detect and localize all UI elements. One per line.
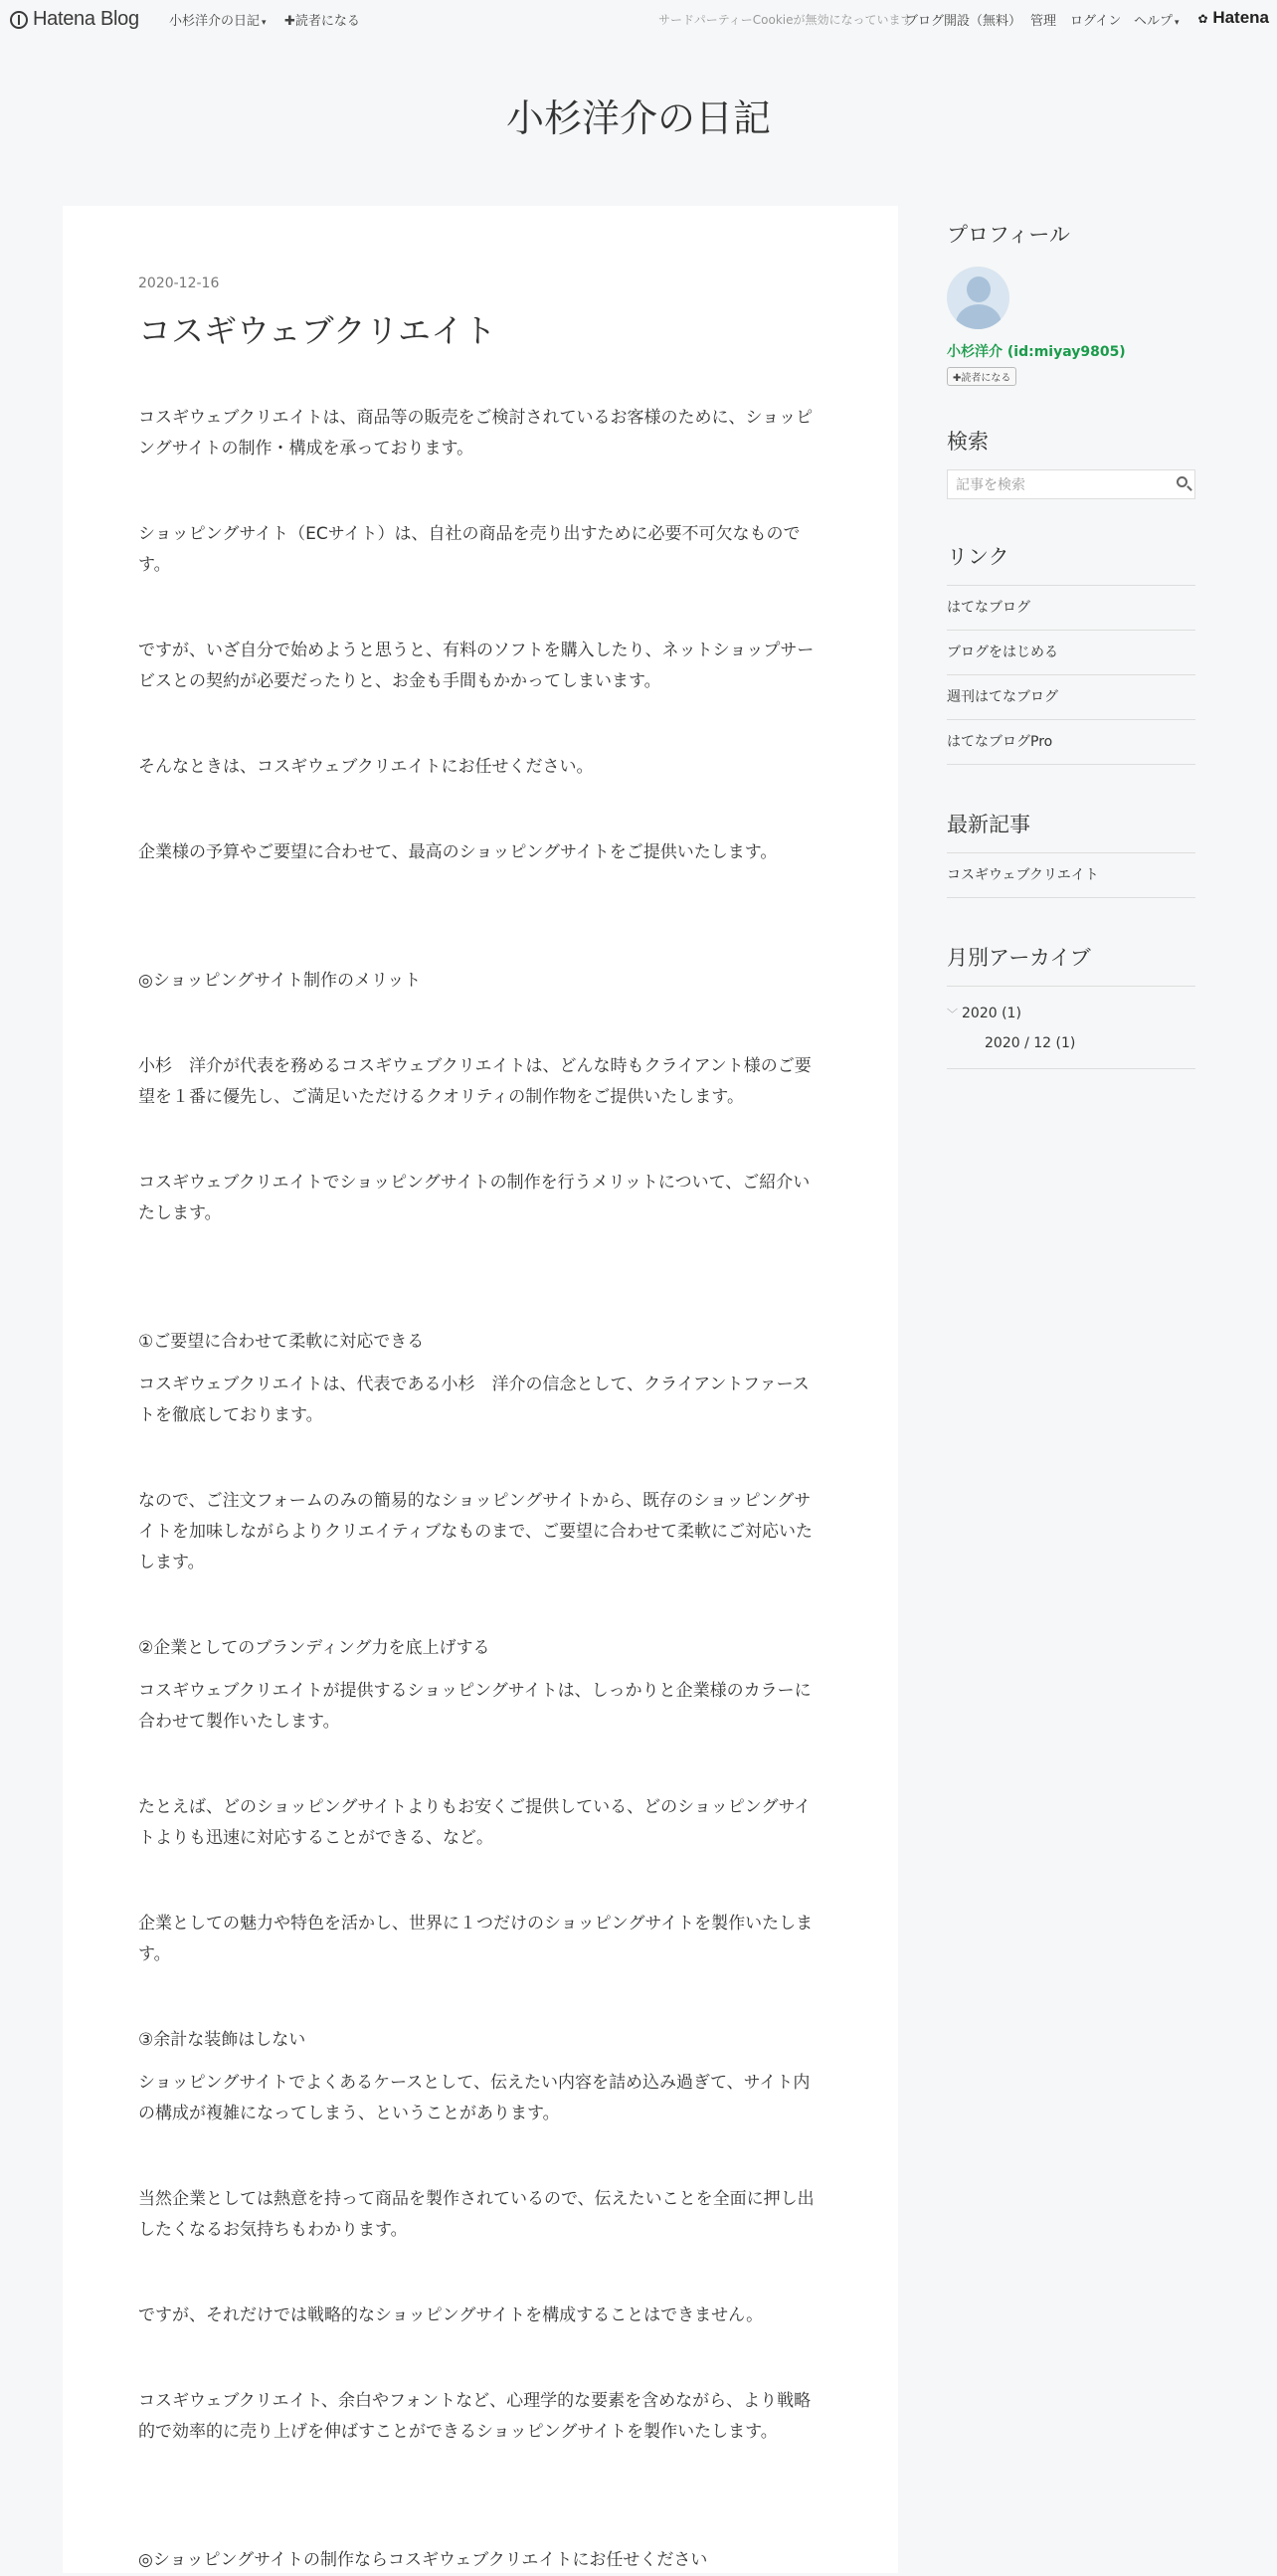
archive-month[interactable]: 2020 / 12 (1) xyxy=(985,1035,1076,1051)
recent-posts-module xyxy=(947,809,1195,898)
article-container xyxy=(63,206,898,2573)
article-body xyxy=(138,403,815,2576)
links-heading: リンク xyxy=(947,546,1009,569)
archive-list xyxy=(947,986,1195,1069)
subheading: ③余計な装飾はしない xyxy=(138,2030,306,2050)
paragraph: 企業様の予算やご要望に合わせて、最高のショッピングサイトをご提供いたします。 xyxy=(138,842,778,862)
paragraph: ショッピングサイトでよくあるケースとして、伝えたい内容を詰め込み過ぎて、サイト内の構成が複雑になってしまう、ということがあります。 xyxy=(138,2073,811,2123)
hatena-link[interactable] xyxy=(1198,8,1269,28)
paragraph: そんなときは、コスギウェブクリエイトにお任せください。 xyxy=(138,757,594,777)
link-item[interactable]: ブログをはじめる xyxy=(947,631,1195,675)
open-blog-link[interactable]: ブログ開設（無料） xyxy=(905,14,1022,29)
archive-year[interactable] xyxy=(947,999,1195,1028)
search-heading: 検索 xyxy=(947,431,989,454)
search-input[interactable] xyxy=(954,471,1157,499)
top-navbar xyxy=(0,0,1277,36)
link-item[interactable]: はてなブログPro xyxy=(947,720,1195,765)
links-module xyxy=(947,541,1195,765)
help-label: ヘルプ xyxy=(1134,14,1174,29)
links-list xyxy=(947,585,1195,765)
diary-menu[interactable] xyxy=(169,10,267,29)
paragraph: コスギウェブクリエイトは、代表である小杉 洋介の信念として、クライアントファーストを徹底しております。 xyxy=(138,1375,810,1425)
link-item[interactable]: はてなブログ xyxy=(947,586,1195,631)
paragraph: 当然企業としては熱意を持って商品を製作されているので、伝えたいことを全面に押し出したくなるお気持ちもわかります。 xyxy=(138,2189,815,2240)
paragraph: コスギウェブクリエイト、余白やフォントなど、心理学的な要素を含めながら、より戦略的で効率的に売り上げを伸ばすことができるショッピングサイトを製作いたします。 xyxy=(138,2391,812,2442)
cookie-notice[interactable]: サードパーティーCookieが無効になっています xyxy=(658,13,913,27)
hatena-blog-logo[interactable] xyxy=(10,8,139,31)
paragraph: コスギウェブクリエイトでショッピングサイトの制作を行うメリットについて、ご紹介いたします。 xyxy=(138,1173,811,1223)
article-title[interactable]: コスギウェブクリエイト xyxy=(138,311,497,350)
paragraph: たとえば、どのショッピングサイトよりもお安くご提供している、どのショッピングサイトよりも迅速に対応することができる、など。 xyxy=(138,1797,812,1848)
profile-heading: プロフィール xyxy=(947,224,1070,247)
paragraph: コスギウェブクリエイトが提供するショッピングサイトは、しっかりと企業様のカラーに合わせて製作いたします。 xyxy=(138,1681,812,1732)
search-icon[interactable] xyxy=(1177,476,1187,487)
archive-heading: 月別アーカイブ xyxy=(947,947,1091,970)
subscribe-button[interactable]: ✚読者になる xyxy=(947,367,1016,386)
diary-menu-label: 小杉洋介の日記 xyxy=(169,14,261,29)
archive-module xyxy=(947,942,1195,1069)
search-box xyxy=(947,469,1195,499)
recent-heading: 最新記事 xyxy=(947,814,1030,836)
profile-module xyxy=(947,219,1195,386)
paragraph: コスギウェブクリエイトは、商品等の販売をご検討されているお客様のために、ショッピングサイトの制作・構成を承っております。 xyxy=(138,408,814,459)
subscribe-link[interactable]: ✚読者になる xyxy=(284,14,360,29)
admin-link[interactable]: 管理 xyxy=(1030,14,1057,29)
section-heading: ◎ショッピングサイトの制作ならコスギウェブクリエイトにお任せください xyxy=(138,2550,708,2570)
section-heading: ◎ショッピングサイト制作のメリット xyxy=(138,971,422,991)
login-link[interactable]: ログイン xyxy=(1070,14,1122,29)
paragraph: ですが、それだけでは戦略的なショッピングサイトを構成することはできません。 xyxy=(138,2305,764,2325)
caret-down-icon: ▾ xyxy=(1175,18,1180,28)
avatar[interactable] xyxy=(947,267,1009,329)
recent-list xyxy=(947,852,1195,898)
blog-title[interactable]: 小杉洋介の日記 xyxy=(505,98,771,140)
avatar-head-icon xyxy=(967,276,991,302)
subheading: ①ご要望に合わせて柔軟に対応できる xyxy=(138,1332,425,1352)
paragraph: ショッピングサイト（ECサイト）は、自社の商品を売り出すために必要不可欠なものです。 xyxy=(138,524,801,575)
search-module xyxy=(947,426,1195,499)
chevron-down-icon[interactable]: ﹀ xyxy=(947,1008,958,1020)
avatar-body-icon xyxy=(956,304,1002,329)
sidebar xyxy=(947,219,1195,1069)
article-date[interactable]: 2020-12-16 xyxy=(138,276,220,291)
hatena-bird-icon: ✿ xyxy=(1197,12,1208,26)
caret-down-icon: ▾ xyxy=(262,18,267,28)
logo-text: Hatena Blog xyxy=(33,8,139,30)
paragraph: 企業としての魅力や特色を活かし、世界に１つだけのショッピングサイトを製作いたします。 xyxy=(138,1914,814,1964)
paragraph: 小杉 洋介が代表を務めるコスギウェブクリエイトは、どんな時もクライアント様のご要望を１番に優先し、ご満足いただけるクオリティの制作物をご提供いたします。 xyxy=(138,1056,812,1107)
hatena-logo-icon xyxy=(10,11,28,29)
archive-year-label: 2020 (1) xyxy=(962,1006,1021,1021)
link-item[interactable]: 週刊はてなブログ xyxy=(947,675,1195,720)
paragraph: なので、ご注文フォームのみの簡易的なショッピングサイトから、既存のショッピングサイトを加味しながらよりクリエイティブなものまで、ご要望に合わせて柔軟にご対応いたします。 xyxy=(138,1491,813,1572)
paragraph: ですが、いざ自分で始めようと思うと、有料のソフトを購入したり、ネットショップサービスとの契約が必要だったりと、お金も手間もかかってしまいます。 xyxy=(138,641,815,691)
recent-post-item[interactable]: コスギウェブクリエイト xyxy=(947,853,1195,898)
profile-name-link[interactable]: 小杉洋介 (id:miyay9805) xyxy=(947,344,1126,360)
hatena-label: Hatena xyxy=(1212,8,1269,27)
help-menu[interactable] xyxy=(1134,10,1180,29)
subheading: ②企業としてのブランディング力を底上げする xyxy=(138,1638,490,1658)
